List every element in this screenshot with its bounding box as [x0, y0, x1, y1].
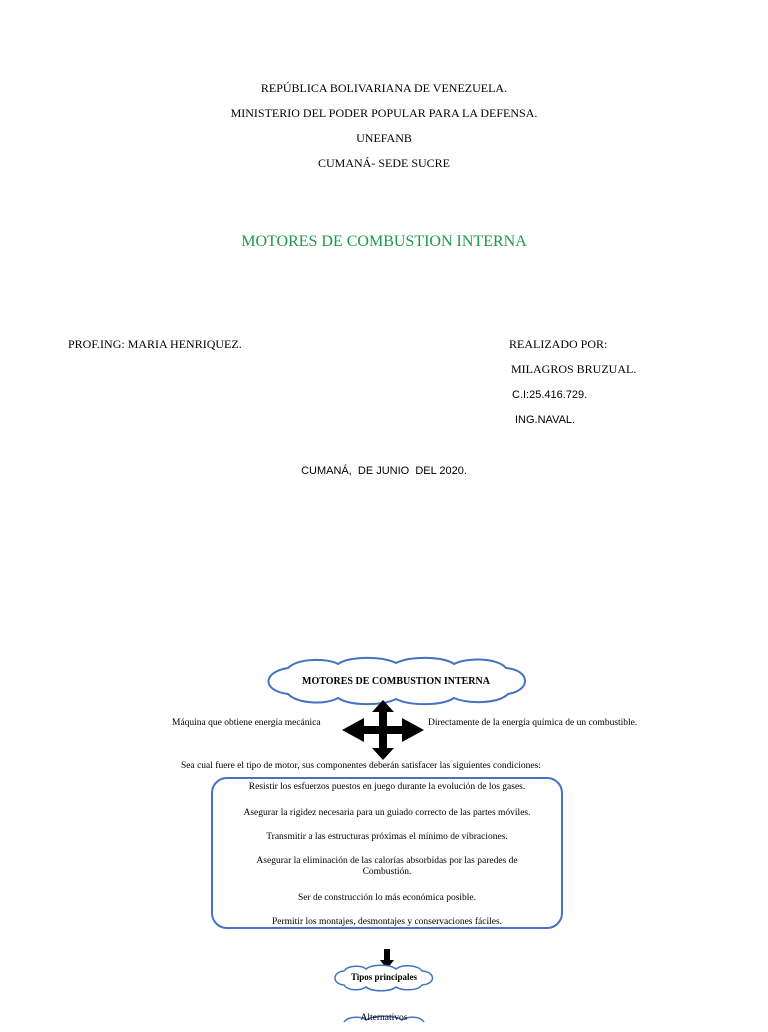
header-line-campus: CUMANÁ- SEDE SUCRE	[317, 156, 450, 170]
document-title: MOTORES DE COMBUSTION INTERNA	[241, 233, 527, 250]
energy-result-text: Directamente de la energía química de un combustible.	[428, 718, 638, 728]
date-line: CUMANÁ, DE JUNIO DEL 2020.	[301, 465, 467, 477]
professor-name: PROF.ING: MARIA HENRIQUEZ.	[68, 337, 242, 351]
condition-item: Ser de construcción lo más económica posible.	[297, 893, 477, 903]
condition-item: Transmitir a las estructuras próximas el mínimo de vibraciones.	[266, 832, 508, 842]
four-way-arrow-icon	[342, 700, 424, 760]
header-line-ministry: MINISTERIO DEL PODER POPULAR PARA LA DEFENSA.	[230, 106, 538, 120]
types-cloud-label: Tipos principales	[350, 972, 418, 982]
author-id: C.I:25.416.729.	[512, 389, 588, 401]
header-line-institution: UNEFANB	[356, 131, 412, 145]
author-name: MILAGROS BRUZUAL.	[511, 362, 637, 376]
author-program: ING.NAVAL.	[515, 414, 576, 426]
condition-item: Asegurar la rigidez necesaria para un guiado correcto de las partes móviles.	[243, 808, 531, 818]
alternatives-cloud-label: Alternativos	[360, 1013, 408, 1023]
author-label: REALIZADO POR:	[509, 337, 608, 351]
condition-item: Permitir los montajes, desmontajes y conservaciones fáciles.	[271, 917, 503, 927]
condition-item: Asegurar la eliminación de las calorías absorbidas por las paredes de Combustión.	[256, 856, 518, 877]
energy-source-text: Máquina que obtiene energía mecánica	[172, 718, 321, 728]
conditions-intro: Sea cual fuere el tipo de motor, sus componentes deberán satisfacer las siguientes condiciones:	[181, 761, 541, 771]
condition-item: Resistir los esfuerzos puestos en juego durante la evolución de los gases.	[248, 782, 526, 792]
conditions-box	[211, 777, 563, 929]
header-line-republic: REPÚBLICA BOLIVARIANA DE VENEZUELA.	[260, 81, 508, 95]
main-cloud-label: MOTORES DE COMBUSTION INTERNA	[302, 676, 490, 687]
